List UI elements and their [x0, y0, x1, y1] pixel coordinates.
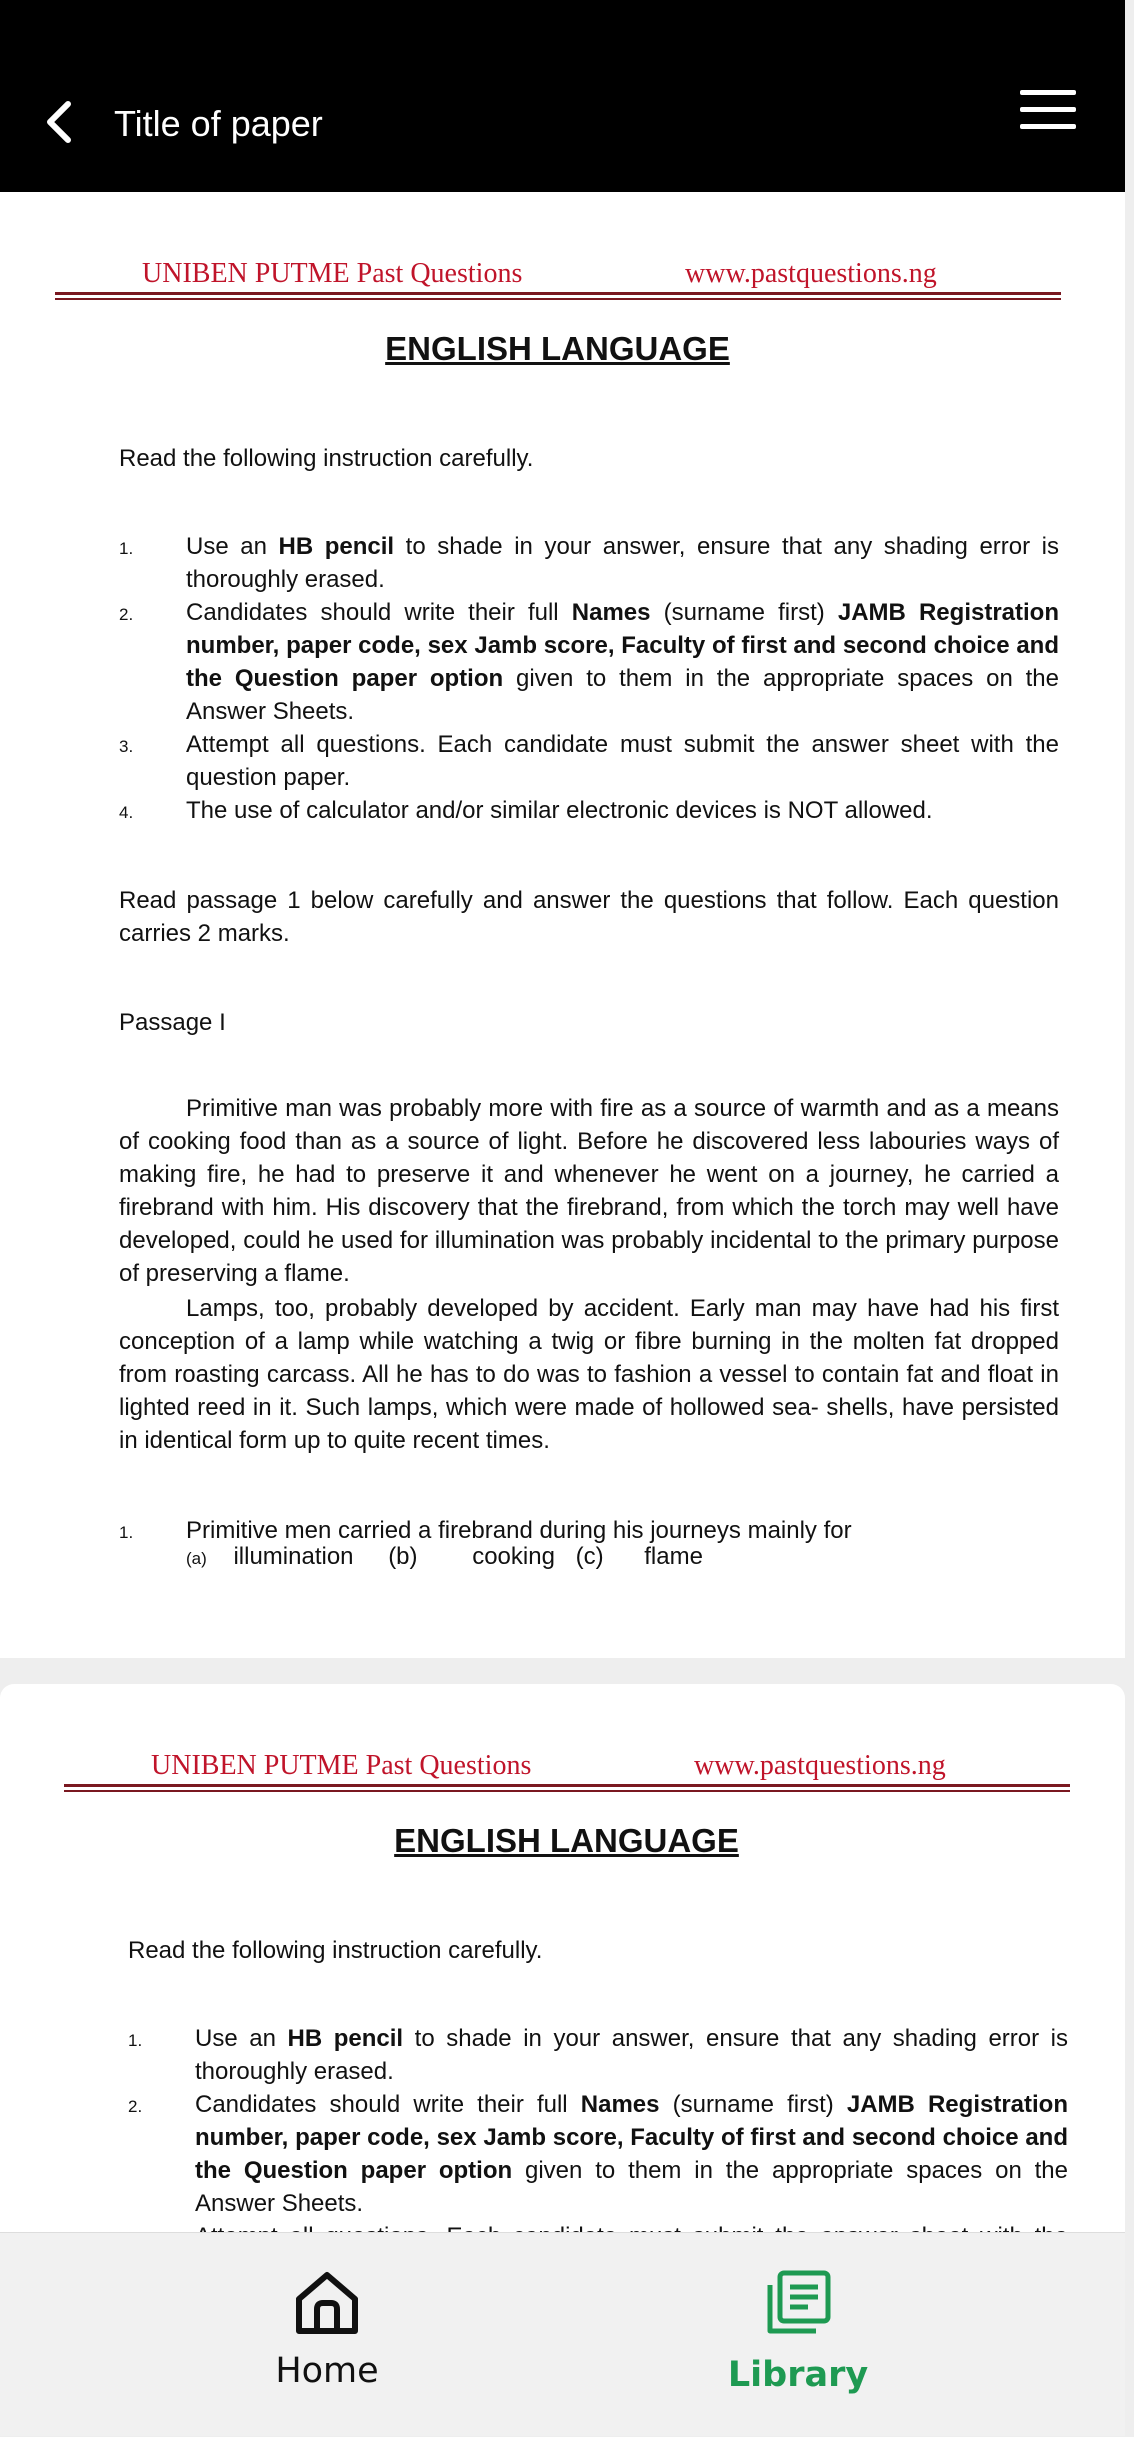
page-separator [0, 1658, 1125, 1684]
back-button[interactable] [40, 96, 80, 156]
running-head-left: UNIBEN PUTME Past Questions [142, 258, 523, 289]
question-stem: 1. Primitive men carried a firebrand during his journeys mainly for [119, 1517, 852, 1544]
nav-library[interactable] [648, 2233, 948, 2437]
instruction-item: 1. Use an HB pencil to shade in your answer, ensure that any shading error is thoroughly erased. [119, 533, 1060, 593]
hamburger-menu-icon[interactable] [1020, 90, 1076, 130]
passage-intro: Read passage 1 below carefully and answer the questions that follow. Each question carries 2 marks. [119, 887, 1059, 947]
running-head-right: www.pastquestions.ng [685, 258, 937, 289]
app-bar [0, 0, 1125, 192]
option-letter: (c) [575, 1543, 604, 1570]
question-options [119, 1543, 1059, 1573]
instruction-item: 2. Candidates should write their full Names (surname first) JAMB Registration number, paper code, sex Jamb score, Faculty of first and second choice and the Question paper option given to them in the appropriate spaces on the Answer Sheets. [119, 599, 1059, 725]
divider [64, 1790, 1070, 1792]
divider [55, 298, 1061, 300]
running-head-left: UNIBEN PUTME Past Questions [151, 1750, 532, 1781]
instruction-item: 3. Attempt all questions. Each candidate must submit the answer sheet with the question paper. [119, 731, 1059, 791]
instruction-intro: Read the following instruction carefully. [128, 1937, 543, 1964]
document-page-2[interactable] [0, 1684, 1125, 2232]
instruction-intro: Read the following instruction carefully. [119, 445, 534, 472]
option-text: illumination [233, 1543, 354, 1570]
option-letter: (a) [186, 1549, 207, 1568]
instruction-item: 2. Candidates should write their full Names (surname first) JAMB Registration number, paper code, sex Jamb score, Faculty of first and second choice and the Question paper option given to them in the appropriate spaces on the Answer Sheets. [128, 2091, 1068, 2217]
running-head-right: www.pastquestions.ng [694, 1750, 946, 1781]
passage-paragraph: Primitive man was probably more with fire as a source of warmth and as a means of cooking food than as a source of light. Before he discovered less labouries ways of making fire, he had to preserve it and whenever he went on a journey, he carried a firebrand with him. His discovery that the firebrand, from which the torch may well have developed, could he used for illumination was probably incidental to the primary purpose of preserving a flame. [119, 1095, 1059, 1287]
option-text: cooking [472, 1543, 555, 1570]
instruction-item: 4. The use of calculator and/or similar electronic devices is NOT allowed. [119, 797, 933, 824]
nav-home-label: Home [275, 2351, 379, 2391]
passage-label: Passage I [119, 1009, 226, 1036]
divider [64, 1784, 1070, 1787]
document-heading: ENGLISH LANGUAGE [385, 330, 730, 367]
nav-library-label: Library [727, 2355, 869, 2395]
library-icon [764, 2269, 832, 2337]
document-page-1[interactable] [0, 192, 1125, 1658]
option-text: flame [644, 1543, 703, 1570]
option-letter: (b) [388, 1543, 418, 1570]
instruction-item: 1. Use an HB pencil to shade in your answer, ensure that any shading error is thoroughly erased. [128, 2025, 1069, 2085]
home-icon [293, 2269, 361, 2337]
page-title: Title of paper [114, 103, 323, 144]
document-heading: ENGLISH LANGUAGE [394, 1822, 739, 1859]
passage-paragraph: Lamps, too, probably developed by accident. Early man may have had his first conception of a lamp while watching a twig or fibre burning in the molten fat dropped from roasting carcass. All he has to do was to fashion a vessel to contain fat and float in lighted reed in it. Such lamps, which were made of hollowed sea- shells, have persisted in identical form up to quite recent times. [119, 1295, 1059, 1454]
instructions-list [119, 530, 1059, 827]
bottom-nav [0, 2232, 1125, 2436]
question [119, 1514, 1059, 1573]
chevron-left-icon [40, 96, 80, 148]
nav-home[interactable] [177, 2233, 477, 2437]
divider [55, 292, 1061, 295]
